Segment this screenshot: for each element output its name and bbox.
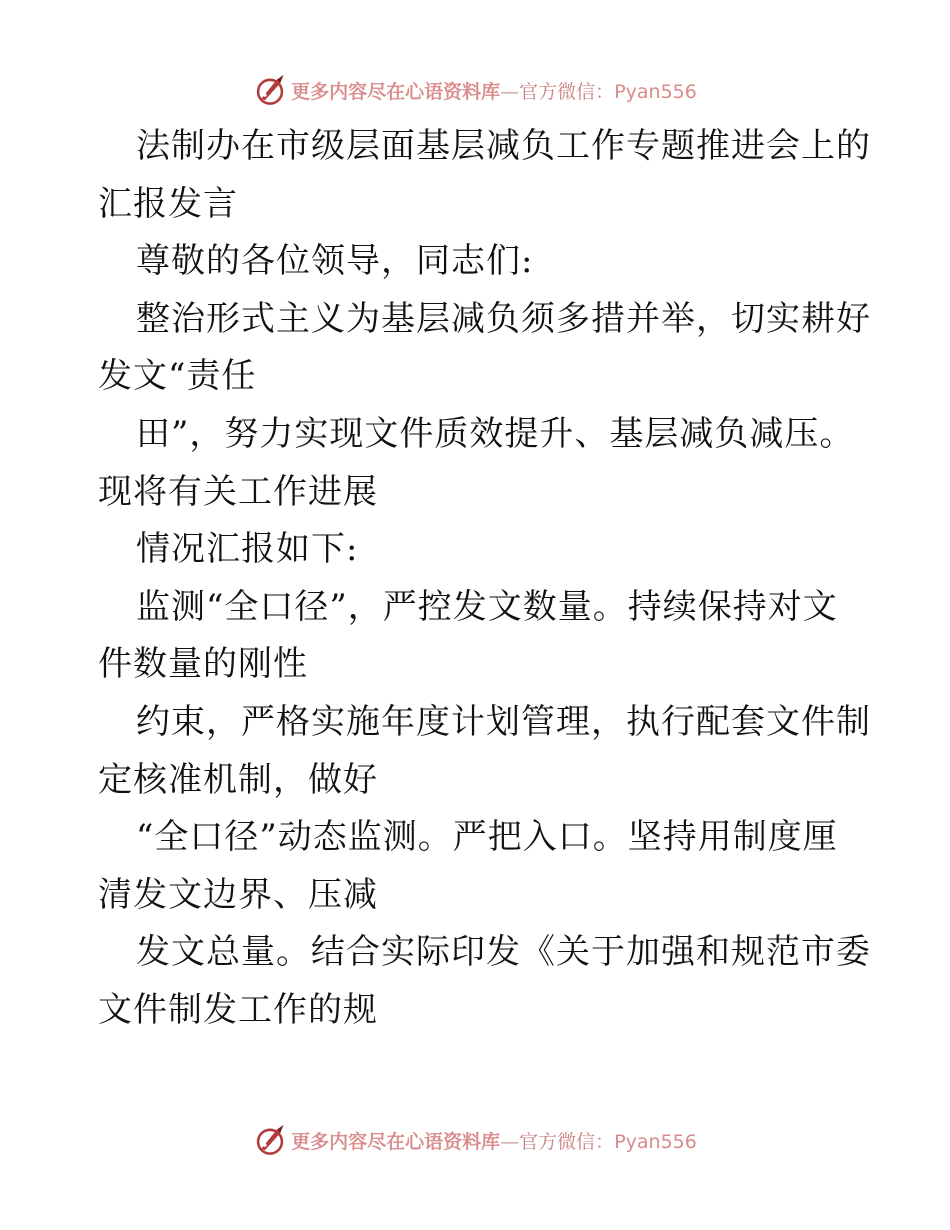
watermark-text: 更多内容尽在心语资料库 (291, 1130, 501, 1153)
watermark-text: 更多内容尽在心语资料库 (291, 80, 501, 103)
body-line: 整治形式主义为基层减负须多措并举，切实耕好 (136, 298, 871, 339)
watermark-separator: — (500, 80, 520, 103)
body-line: 约束，严格实施年度计划管理，执行配套文件制 (136, 701, 871, 742)
quill-pen-logo-icon (253, 73, 287, 107)
salutation: 尊敬的各位领导，同志们: (136, 241, 534, 282)
quill-pen-logo-icon (253, 1123, 287, 1157)
body-line: 定核准机制，做好 (98, 759, 378, 800)
body-line: 清发文边界、压减 (98, 874, 378, 915)
watermark-separator: — (500, 1130, 520, 1153)
watermark-wechat-label: 官方微信： (519, 1130, 615, 1153)
watermark-wechat-label: 官方微信： (519, 80, 615, 103)
document-title-line-2: 汇报发言 (98, 183, 238, 224)
body-line: 情况汇报如下: (136, 529, 359, 570)
watermark-wechat-id: Pyan556 (614, 1130, 697, 1153)
body-line: 发文“责任 (98, 356, 257, 397)
body-line: 发文总量。结合实际印发《关于加强和规范市委 (136, 932, 871, 973)
body-line: 田”，努力实现文件质效提升、基层减负减压。 (136, 413, 855, 454)
body-line: 件数量的刚性 (98, 644, 308, 685)
body-line: 现将有关工作进展 (98, 471, 378, 512)
body-line: “全口径”动态监测。严把入口。坚持用制度厘 (136, 817, 838, 858)
body-line: 文件制发工作的规 (98, 989, 378, 1030)
footer-watermark (0, 1120, 950, 1160)
watermark-wechat-id: Pyan556 (614, 80, 697, 103)
document-title-line-1: 法制办在市级层面基层减负工作专题推进会上的 (136, 126, 871, 166)
header-watermark (0, 70, 950, 110)
body-line: 监测“全口径”，严控发文数量。持续保持对文 (136, 586, 838, 627)
document-body (98, 118, 871, 1040)
